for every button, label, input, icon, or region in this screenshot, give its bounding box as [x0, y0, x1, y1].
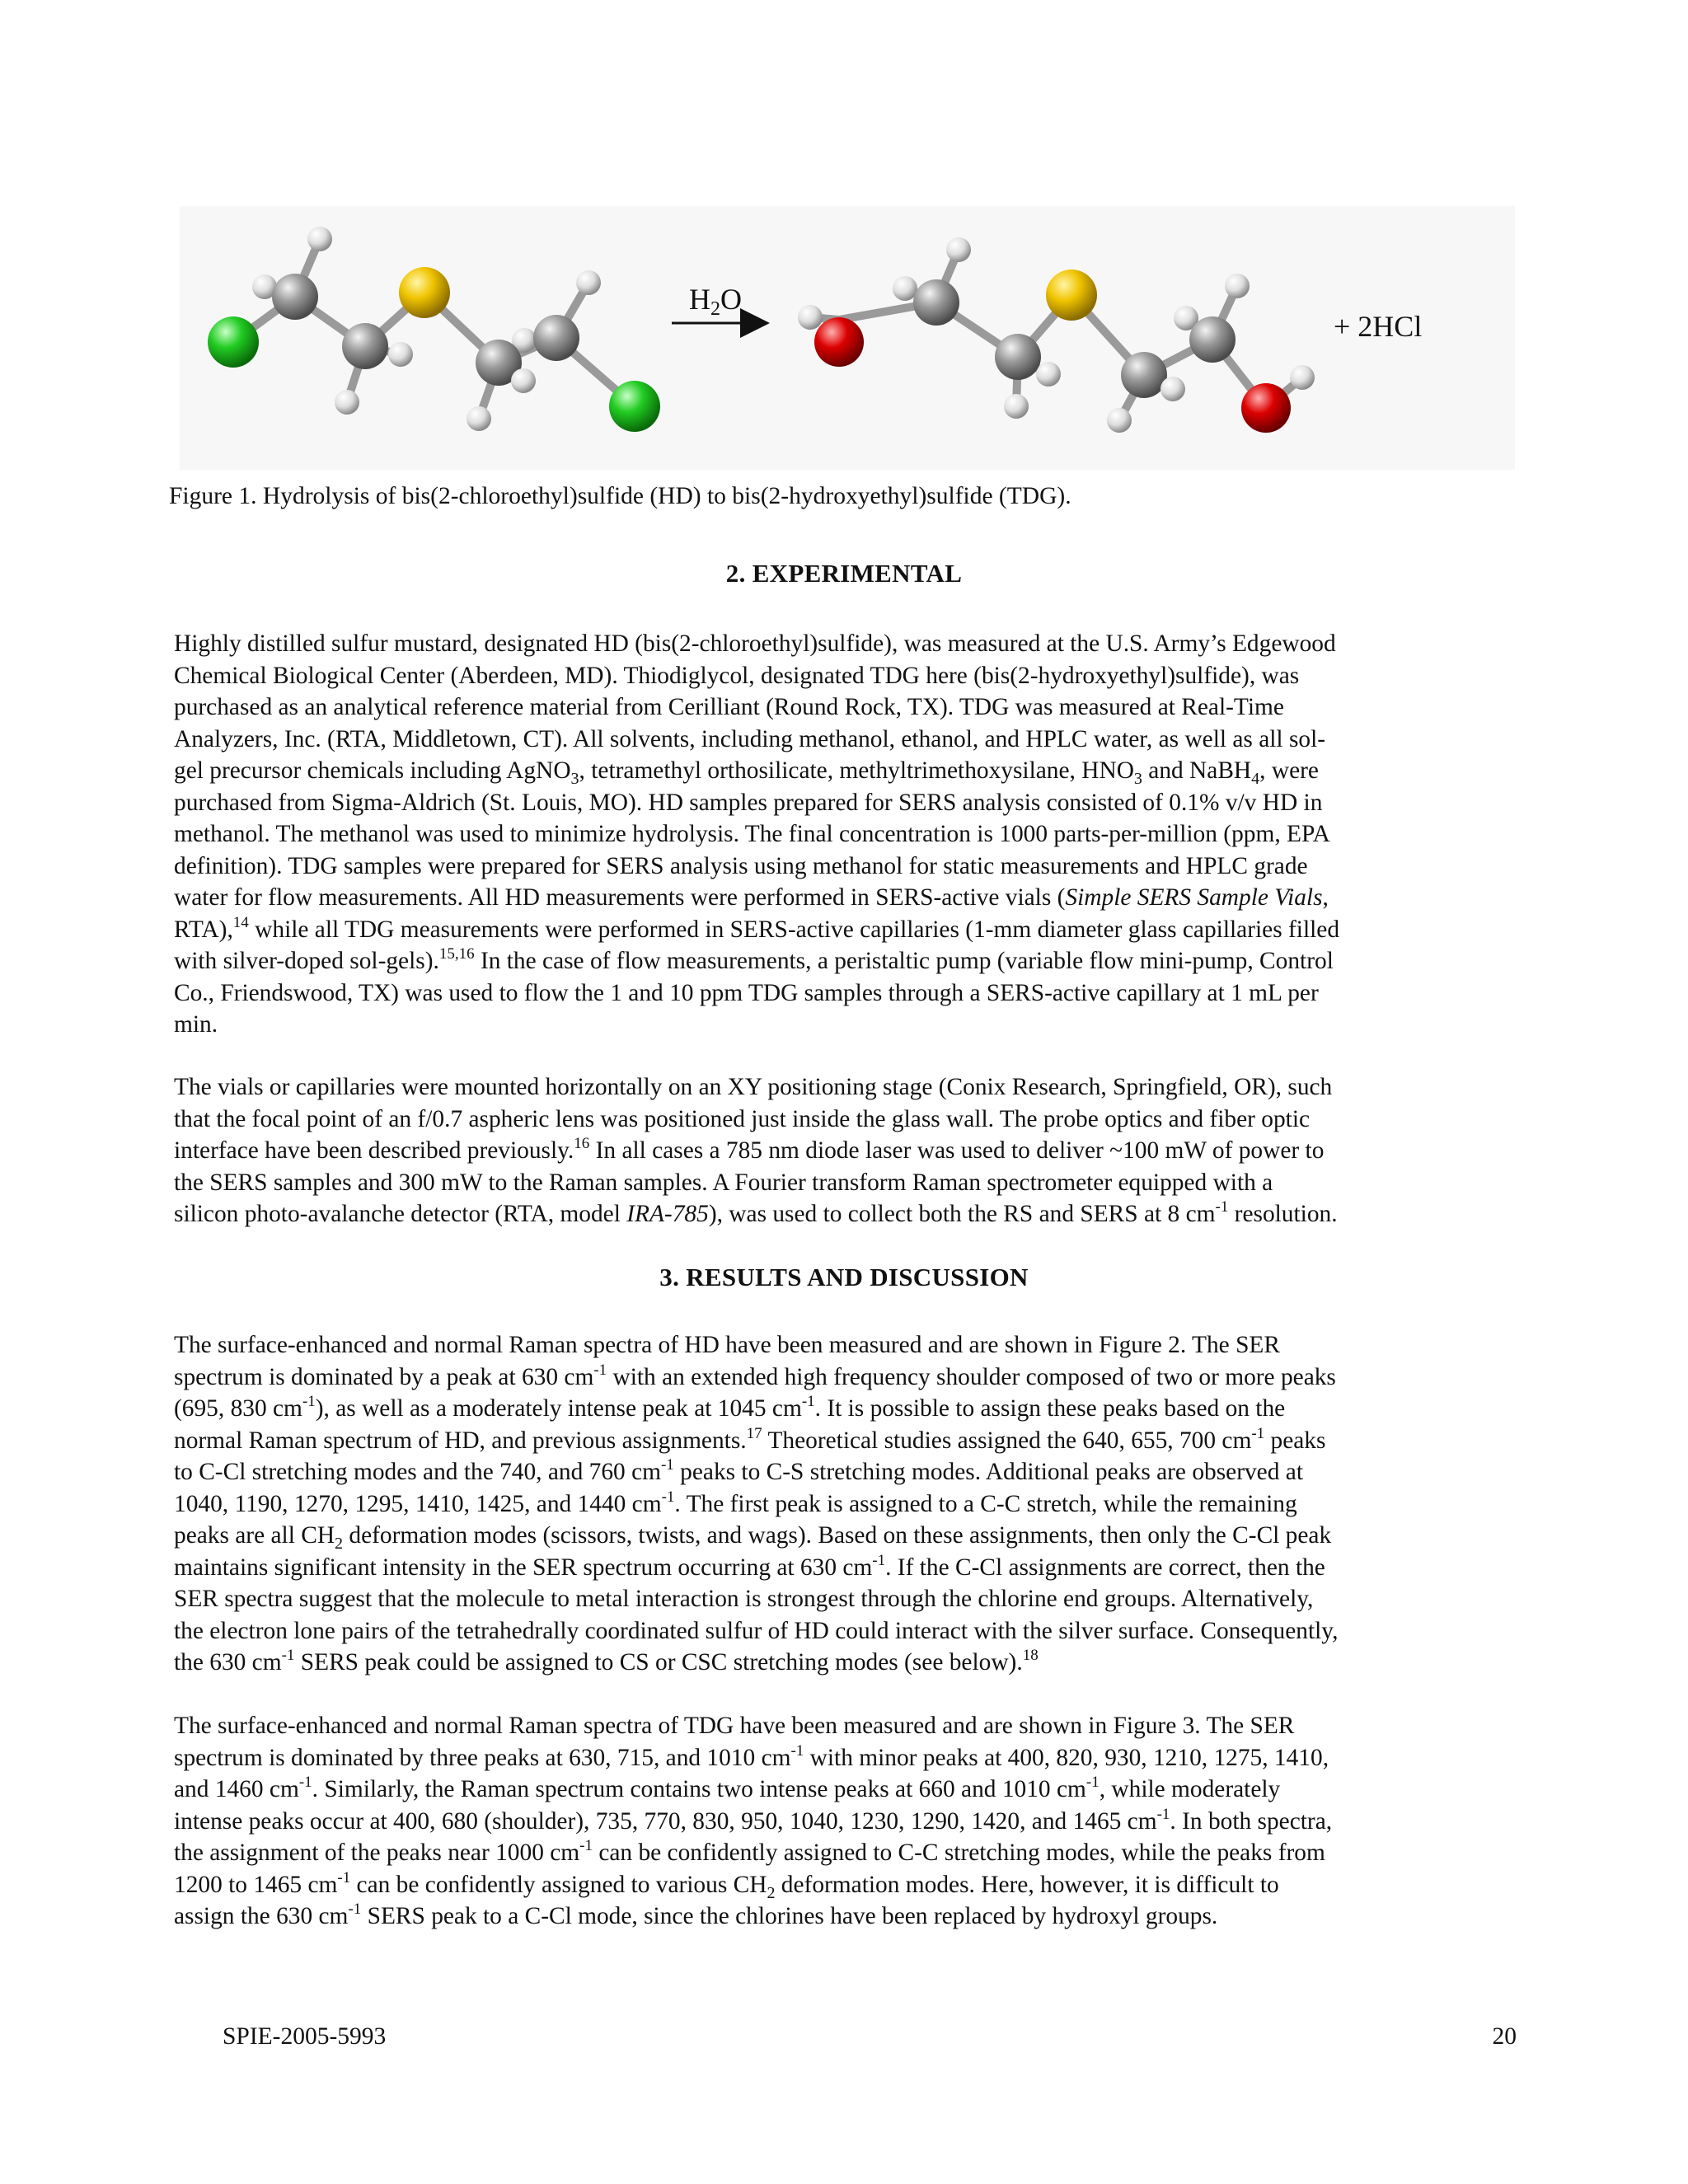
paragraph-experimental-2 — [174, 1071, 1526, 1230]
text-line: the electron lone pairs of the tetrahedrally coordinated sulfur of HD could interact with the silver surface. Consequently, — [174, 1617, 1339, 1644]
text-line: intense peaks occur at 400, 680 (shoulder), 735, 770, 830, 950, 1040, 1230, 1290, 1420, and 1465 $cm^{-1}$. In both spectra, — [174, 1805, 1333, 1835]
hydrogen-atom — [1107, 408, 1132, 433]
hydrogen-atom — [307, 227, 332, 251]
figure-1 — [180, 206, 1515, 470]
text-line: the assignment of the peaks near 1000 $cm^{-1}$ can be confidently assigned to C-C stretching modes, while the peaks from — [174, 1837, 1325, 1866]
chlorine-atom — [208, 316, 259, 368]
text-line: SER spectra suggest that the molecule to metal interaction is strongest through the chlorine end groups. Alternatively, — [174, 1586, 1314, 1612]
carbon-atom — [913, 279, 959, 326]
text-line: Chemical Biological Center (Aberdeen, MD). Thiodiglycol, designated TDG here (bis(2-hydroxyethyl)sulfide), was — [174, 662, 1300, 689]
hydrogen-atom — [798, 305, 823, 330]
paragraph-results-1 — [174, 1329, 1526, 1679]
oxygen-atom — [1241, 383, 1291, 433]
text-line: Analyzers, Inc. (RTA, Middletown, CT). All solvents, including methanol, ethanol, and HPLC water, as well as all sol- — [174, 725, 1326, 752]
hydrogen-atom — [467, 406, 491, 431]
section-heading-results: 3. RESULTS AND DISCUSSION — [659, 1263, 1029, 1291]
reagent-label: $H_2O$ — [689, 283, 742, 320]
tdg-atoms — [798, 237, 1315, 433]
figure-caption: Figure 1. Hydrolysis of bis(2-chloroethyl)sulfide (HD) to bis(2-hydroxyethyl)sulfide (TDG). — [169, 483, 1071, 509]
text-line: silicon photo-avalanche detector (RTA, model IRA-785), was used to collect both the RS and SERS at 8 $cm^{-1}$ resolution. — [174, 1198, 1338, 1227]
hd-atoms — [208, 227, 660, 432]
chlorine-atom — [609, 381, 660, 432]
text-line: to C-Cl stretching modes and the 740, and 760 $cm^{-1}$ peaks to C-S stretching modes. Additional peaks are observed at — [174, 1456, 1303, 1485]
text-line: spectrum is dominated by a peak at 630 $cm^{-1}$ with an extended high frequency shoulder composed of two or more peaks — [174, 1361, 1336, 1390]
hydrogen-atom — [1036, 362, 1061, 387]
sulfur-atom — [1046, 269, 1097, 321]
text-line: assign the 630 $cm^{-1}$ SERS peak to a C-Cl mode, since the chlorines have been replaced by hydroxyl groups. — [174, 1900, 1218, 1929]
carbon-atom — [533, 315, 579, 361]
text-line: min. — [174, 1011, 218, 1038]
text-line: peaks are all $CH_2$ deformation modes (scissors, twists, and wags). Based on these assignments, then only the C-Cl peak — [174, 1522, 1332, 1553]
hydrolysis-molecule-diagram — [180, 206, 1515, 470]
hydrogen-atom — [1290, 365, 1315, 390]
paragraph-results-2 — [174, 1710, 1526, 1933]
text-line: water for flow measurements. All HD measurements were performed in SERS-active vials (Simple SERS Sample Vials, — [174, 884, 1329, 911]
section-heading-experimental: 2. EXPERIMENTAL — [725, 559, 963, 588]
text-line: normal Raman spectrum of HD, and previous assignments.$^{17}$ Theoretical studies assigned the 640, 655, 700 $cm^{-1}$ peaks — [174, 1424, 1326, 1454]
text-line: RTA),$^{14}$ while all TDG measurements were performed in SERS-active capillaries (1-mm diameter glass capillaries filled — [174, 913, 1340, 943]
hydrogen-atom — [388, 342, 413, 367]
hydrogen-atom — [1160, 377, 1185, 401]
footer-page-number: 20 — [1492, 2023, 1517, 2050]
hydrogen-atom — [1225, 274, 1250, 298]
text-line: interface have been described previously.$^{16}$ In all cases a 785 nm diode laser was used to deliver ~100 mW of power to — [174, 1135, 1325, 1164]
sulfur-atom — [399, 267, 450, 318]
carbon-atom — [272, 274, 318, 320]
text-line: gel precursor chemicals including AgNO$_3$, tetramethyl orthosilicate, methyltrimethoxysilane, $HNO_3$ and NaBH$_4$, were — [174, 757, 1319, 788]
text-line: Highly distilled sulfur mustard, designated HD (bis(2-chloroethyl)sulfide), was measured at the U.S. Army’s Edgewood — [174, 630, 1336, 657]
text-line: with silver-doped sol-gels).$^{15,16}$ In the case of flow measurements, a peristaltic pump (variable flow mini-pump, Control — [174, 945, 1334, 974]
hydrogen-atom — [893, 276, 917, 301]
text-line: (695, 830 $cm^{-1}$), as well as a moderately intense peak at 1045 $cm^{-1}$. It is possible to assign these peaks based on the — [174, 1393, 1286, 1422]
text-line: definition). TDG samples were prepared for SERS analysis using methanol for static measurements and HPLC grade — [174, 852, 1308, 879]
text-line: 1200 to 1465 $cm^{-1}$ can be confidently assigned to various $CH_2$ deformation modes. Here, however, it is difficult to — [174, 1868, 1279, 1902]
text-line: The vials or capillaries were mounted horizontally on an XY positioning stage (Conix Research, Springfield, OR), such — [174, 1074, 1333, 1100]
hydrogen-atom — [946, 237, 971, 262]
text-line: maintains significant intensity in the SER spectrum occurring at 630 $cm^{-1}$. If the C-Cl assignments are correct, then the — [174, 1551, 1325, 1581]
text-line: methanol. The methanol was used to minimize hydrolysis. The final concentration is 1000 parts-per-million (ppm, EPA — [174, 821, 1330, 847]
hydrogen-atom — [576, 270, 601, 295]
product-label: + 2HCl — [1334, 310, 1423, 343]
text-line: the 630 $cm^{-1}$ SERS peak could be assigned to CS or CSC stretching modes (see below).$^{18}$ — [174, 1647, 1039, 1675]
text-line: The surface-enhanced and normal Raman spectra of TDG have been measured and are shown in Figure 3. The SER — [174, 1713, 1295, 1739]
hydrogen-atom — [1004, 394, 1029, 419]
carbon-atom — [342, 323, 388, 369]
text-line: spectrum is dominated by three peaks at 630, 715, and 1010 $cm^{-1}$ with minor peaks at 400, 820, 930, 1210, 1275, 1410, — [174, 1741, 1329, 1771]
text-line: The surface-enhanced and normal Raman spectra of HD have been measured and are shown in Figure 2. The SER — [174, 1332, 1280, 1358]
hydrogen-atom — [335, 390, 359, 415]
text-line: that the focal point of an f/0.7 aspheric lens was positioned just inside the glass wall. The probe optics and fiber optic — [174, 1105, 1311, 1132]
text-line: Co., Friendswood, TX) was used to flow the 1 and 10 ppm TDG samples through a SERS-active capillary at 1 mL per — [174, 979, 1319, 1006]
carbon-atom — [1189, 316, 1236, 363]
text-line: 1040, 1190, 1270, 1295, 1410, 1425, and 1440 $cm^{-1}$. The first peak is assigned to a C-C stretch, while the remaining — [174, 1488, 1297, 1517]
text-line: and 1460 $cm^{-1}$. Similarly, the Raman spectrum contains two intense peaks at 660 and 1010 $cm^{-1}$, while moderately — [174, 1774, 1281, 1802]
footer-conference-id: SPIE-2005-5993 — [223, 2023, 387, 2050]
text-line: the SERS samples and 300 mW to the Raman samples. A Fourier transform Raman spectrometer equipped with a — [174, 1169, 1273, 1196]
text-line: purchased as an analytical reference material from Cerilliant (Round Rock, TX). TDG was measured at Real-Time — [174, 694, 1284, 720]
oxygen-atom — [814, 317, 864, 367]
text-line: purchased from Sigma-Aldrich (St. Louis, MO). HD samples prepared for SERS analysis consisted of 0.1% v/v HD in — [174, 789, 1323, 816]
hydrogen-atom — [511, 368, 536, 393]
paragraph-experimental-1 — [174, 628, 1526, 1041]
carbon-atom — [995, 334, 1041, 380]
carbon-atom — [1121, 352, 1167, 398]
